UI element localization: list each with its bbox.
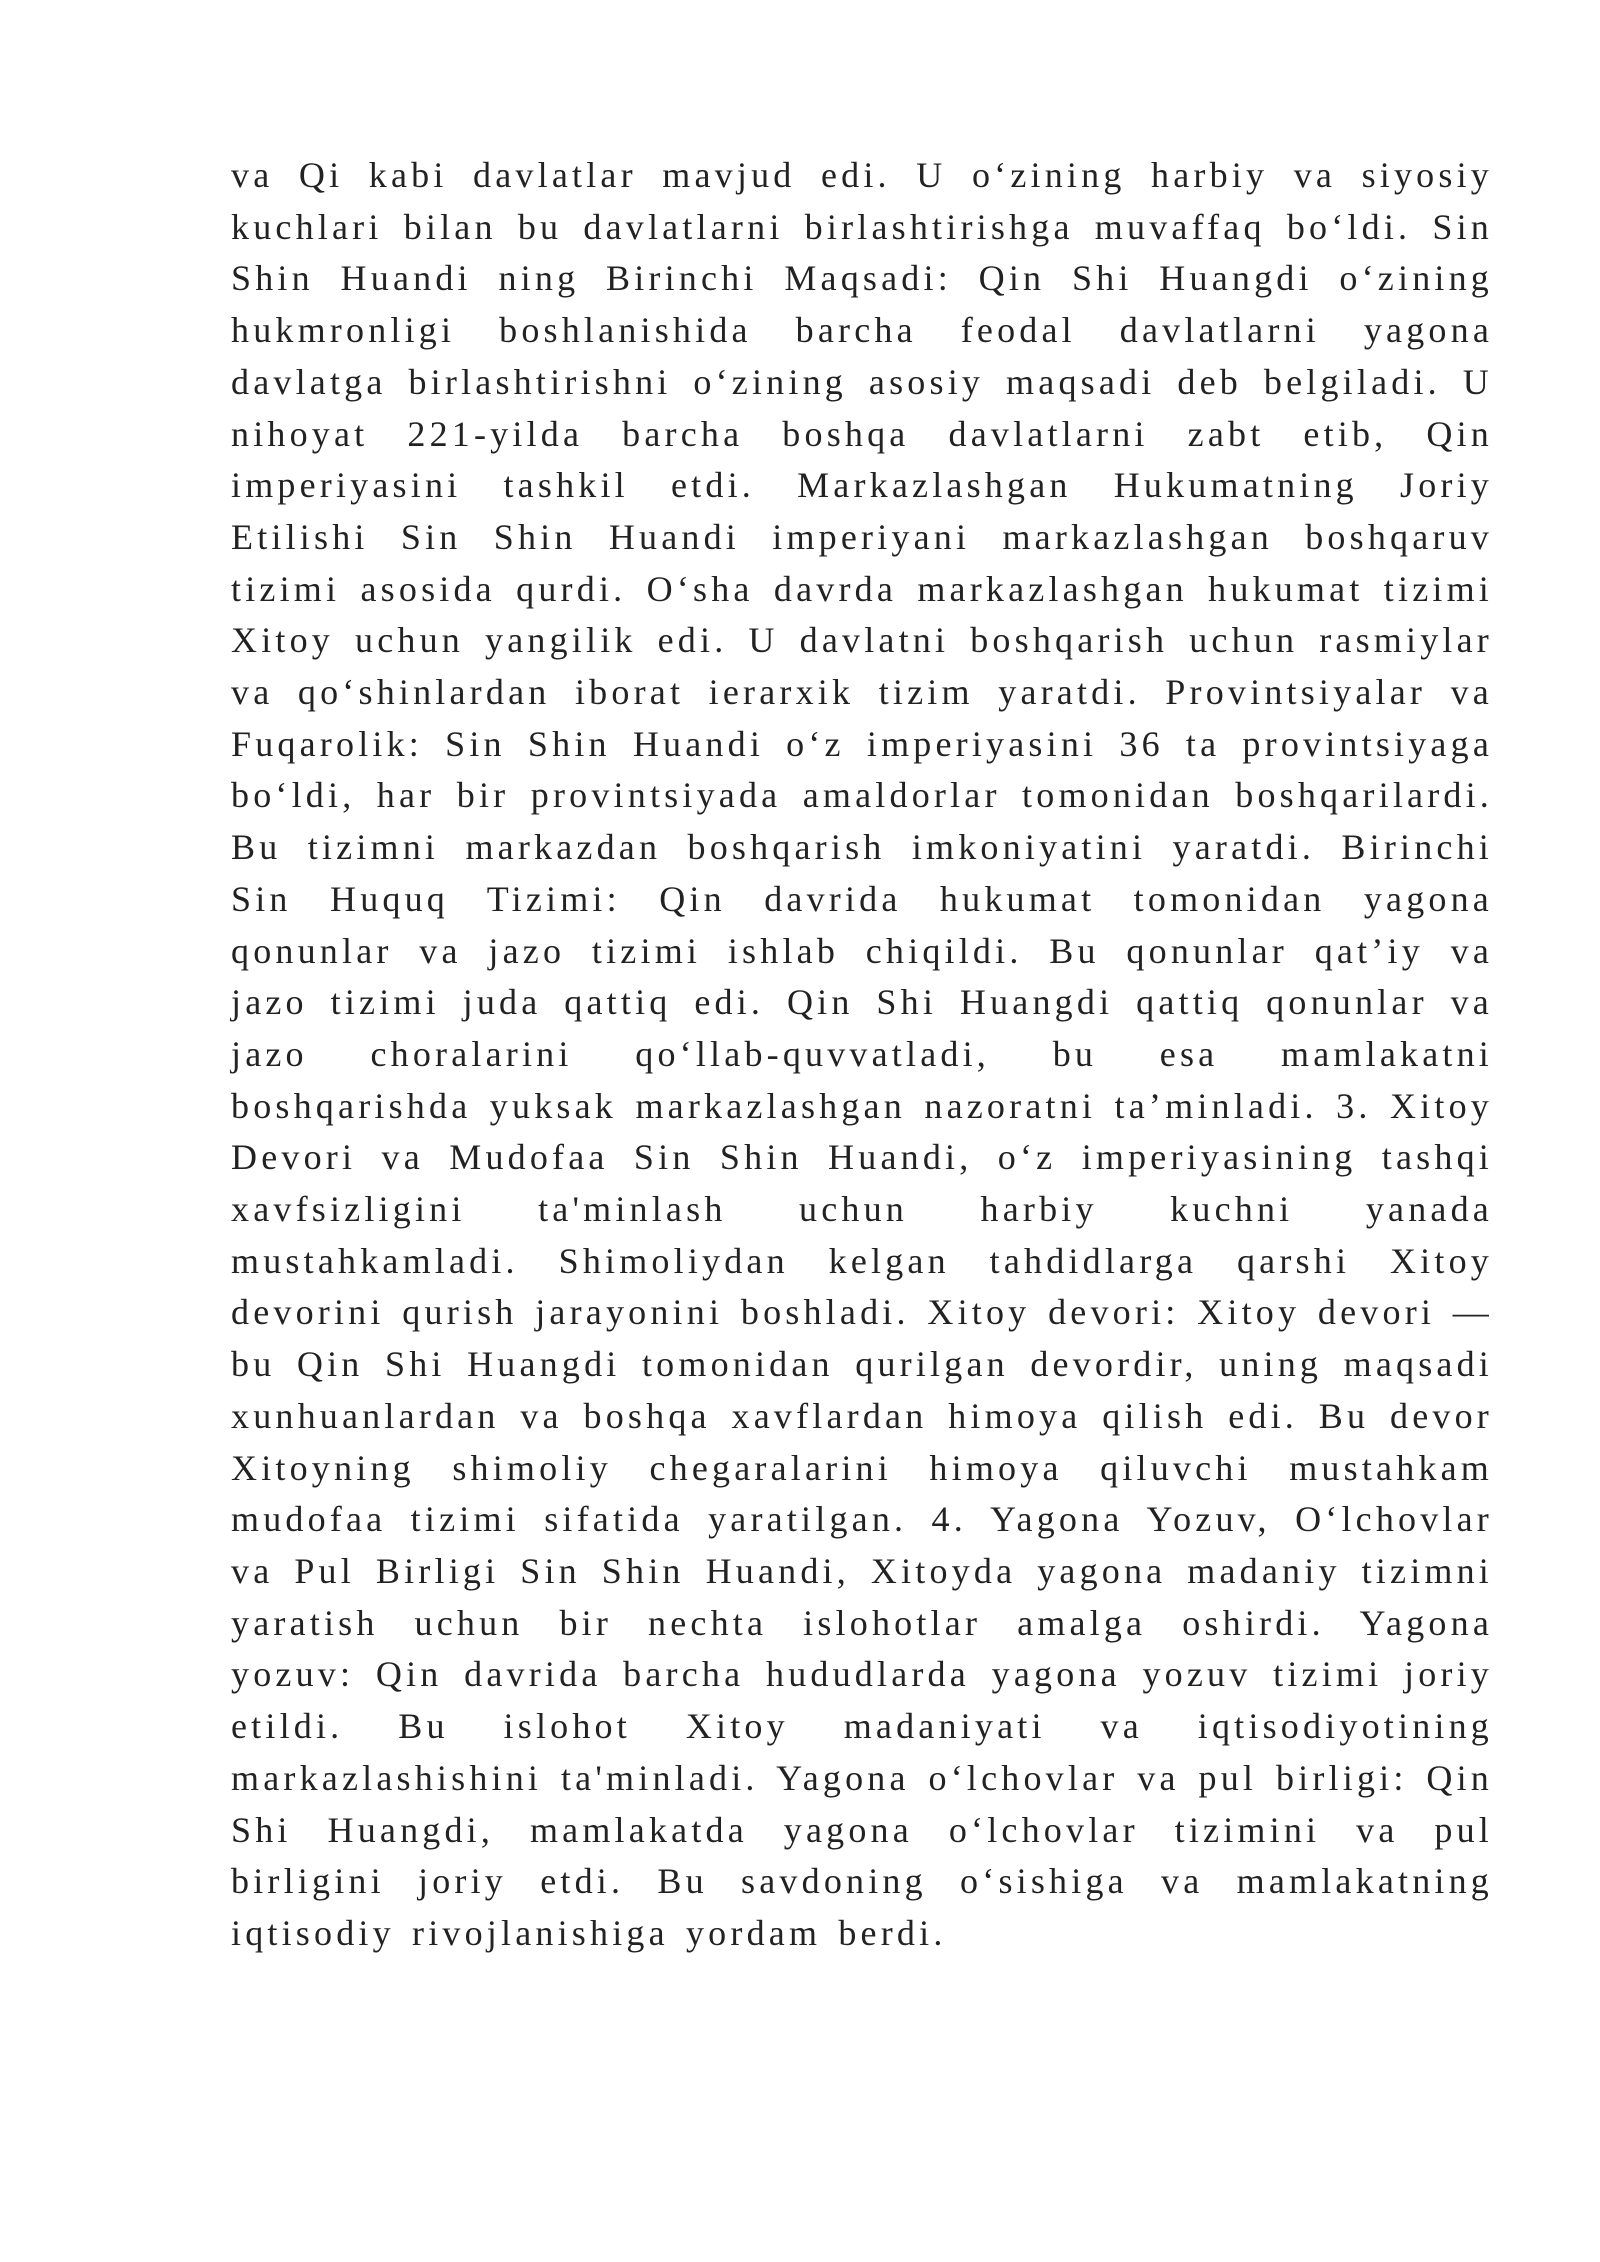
body-paragraph: va Qi kabi davlatlar mavjud edi. U o‘zining harbiy va siyosiy kuchlari bilan bu davlatlarni birlashtirishga muvaffaq bo‘ldi. Sin Shin Huandi ning Birinchi Maqsadi: Qin Shi Huangdi o‘zining hukmronligi boshlanishida barcha feodal davlatlarni yagona davlatga birlashtirishni o‘zining asosiy maqsadi deb belgiladi. U nihoyat 221-yilda barcha boshqa davlatlarni zabt etib, Qin imperiyasini tashkil etdi. Markazlashgan Hukumatning Joriy Etilishi Sin Shin Huandi imperiyani markazlashgan boshqaruv tizimi asosida qurdi. O‘sha davrda markazlashgan hukumat tizimi Xitoy uchun yangilik edi. U davlatni boshqarish uchun rasmiylar va qo‘shinlardan iborat ierarxik tizim yaratdi. Provintsiyalar va Fuqarolik: Sin Shin Huandi o‘z imperiyasini 36 ta provintsiyaga bo‘ldi, har bir provintsiyada amaldorlar tomonidan boshqarilardi. Bu tizimni markazdan boshqarish imkoniyatini yaratdi. Birinchi Sin Huquq Tizimi: Qin davrida hukumat tomonidan yagona qonunlar va jazo tizimi ishlab chiqildi. Bu qonunlar qat’iy va jazo tizimi juda qattiq edi. Qin Shi Huangdi qattiq qonunlar va jazo choralarini qo‘llab-quvvatladi, bu esa mamlakatni boshqarishda yuksak markazlashgan nazoratni ta’minladi. 3. Xitoy Devori va Mudofaa Sin Shin Huandi, o‘z imperiyasining tashqi xavfsizligini ta'minlash uchun harbiy kuchni yanada mustahkamladi. Shimoliydan kelgan tahdidlarga qarshi Xitoy devorini qurish jarayonini boshladi. Xitoy devori: Xitoy devori — bu Qin Shi Huangdi tomonidan qurilgan devordir, uning maqsadi xunhuanlardan va boshqa xavflardan himoya qilish edi. Bu devor Xitoyning shimoliy chegaralarini himoya qiluvchi mustahkam mudofaa tizimi sifatida yaratilgan. 4. Yagona Yozuv, O‘lchovlar va Pul Birligi Sin Shin Huandi, Xitoyda yagona madaniy tizimni yaratish uchun bir nechta islohotlar amalga oshirdi. Yagona yozuv: Qin davrida barcha hududlarda yagona yozuv tizimi joriy etildi. Bu islohot Xitoy madaniyati va iqtisodiyotining markazlashishini ta'minladi. Yagona o‘lchovlar va pul birligi: Qin Shi Huangdi, mamlakatda yagona o‘lchovlar tizimini va pul birligini joriy etdi. Bu savdoning o‘sishiga va mamlakatning iqtisodiy rivojlanishiga yordam berdi. <box>231 155 1493 1953</box>
